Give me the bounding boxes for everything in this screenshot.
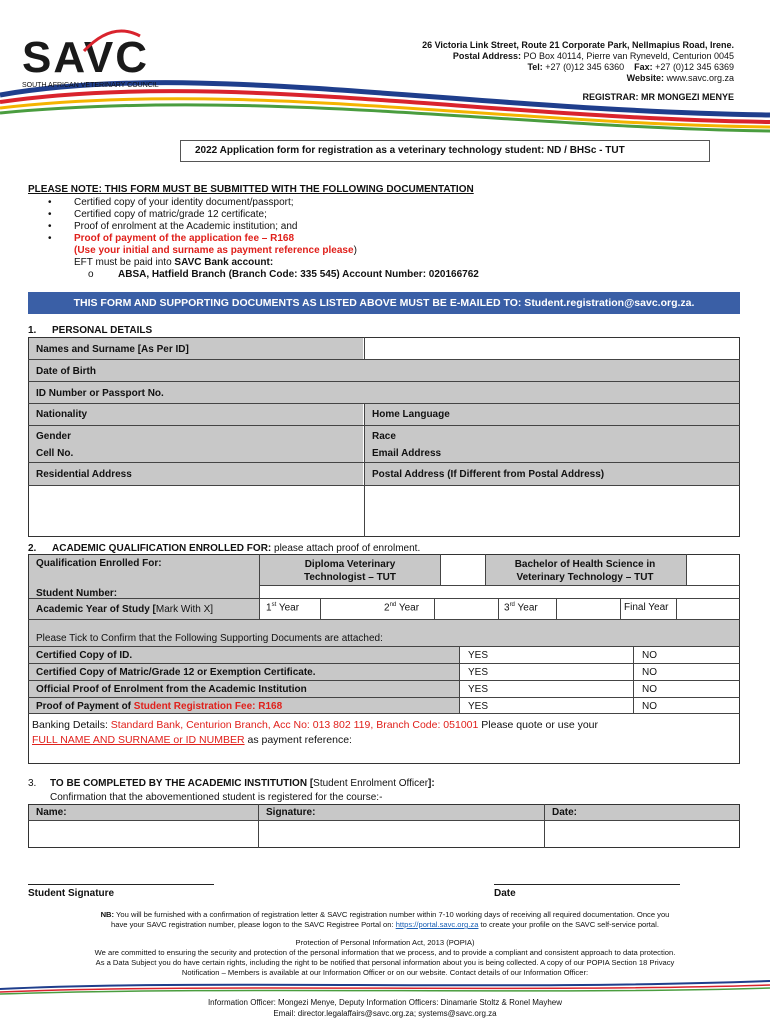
section3-title-normal: Student Enrolment Officer xyxy=(313,778,429,789)
year-3-word: Year xyxy=(517,602,538,614)
website-value[interactable]: www.savc.org.za xyxy=(666,73,734,83)
footer-swoosh xyxy=(0,975,770,995)
year-2 xyxy=(380,600,423,615)
names-input[interactable] xyxy=(368,340,738,358)
year-final-word: Final Year xyxy=(624,602,669,613)
doc-enrolment-yes[interactable]: YES xyxy=(468,684,489,695)
label-names: Names and Surname [As Per ID] xyxy=(36,344,189,355)
tel-label: Tel: xyxy=(527,62,543,72)
section3-number: 3. xyxy=(28,778,37,789)
officer-block xyxy=(0,997,770,1019)
street-address: 26 Victoria Link Street, Route 21 Corporate Park, Nellmapius Road, Irene. xyxy=(422,40,734,50)
option-bachelor: Bachelor of Health Science in Veterinary Technology – TUT xyxy=(514,559,656,583)
form-title: 2022 Application form for registration as a veterinary technology student: ND / BHSc - TUT xyxy=(195,145,625,156)
logo-text: SAVC xyxy=(22,33,149,82)
section2-title: ACADEMIC QUALIFICATION ENROLLED FOR: xyxy=(52,543,272,554)
payment-ref-note: (Use your initial and surname as payment reference please xyxy=(74,245,354,256)
nb-text2: have your SAVC registration number, please logon to the SAVC Registree Portal on: xyxy=(111,920,396,929)
note-item-1: Certified copy of your identity document/passport; xyxy=(74,197,294,208)
doc-id: Certified Copy of ID. xyxy=(36,650,133,661)
residential-address-input[interactable] xyxy=(32,489,362,535)
title-box xyxy=(180,140,710,162)
doc-enrolment-no[interactable]: NO xyxy=(642,684,657,695)
tel-value: +27 (0)12 345 6360 xyxy=(545,62,625,72)
bachelor-checkbox[interactable] xyxy=(692,560,732,580)
label-student-number: Student Number: xyxy=(36,588,118,599)
popia-line-1: We are committed to ensuring the security and protection of the personal information that we process, and to provide a compliant and consistent approach to data protection. xyxy=(94,948,676,957)
label-dob: Date of Birth xyxy=(36,366,96,377)
date-label: Date xyxy=(494,888,516,899)
option-diploma: Diploma Veterinary Technologist – TUT xyxy=(303,559,397,583)
website-label: Website: xyxy=(626,73,664,83)
postal-address-input[interactable] xyxy=(368,489,738,535)
doc-payment xyxy=(32,699,286,714)
label-postal: Postal Address (If Different from Postal Address) xyxy=(372,469,605,480)
label-signature: Signature: xyxy=(266,807,316,818)
year-1-sup: st xyxy=(271,602,277,608)
label-race: Race xyxy=(372,431,396,442)
sub-bullet: o xyxy=(88,269,94,280)
contact-block xyxy=(422,40,734,84)
swoosh-logo-icon xyxy=(82,26,142,56)
fax-label: Fax: xyxy=(634,62,653,72)
year-3-sup: rd xyxy=(509,602,515,608)
note-item-3: Proof of enrolment at the Academic institution; and xyxy=(74,221,298,232)
eft-prefix: EFT must be paid into xyxy=(74,257,175,268)
year-1-word: Year xyxy=(278,602,300,614)
label-residential: Residential Address xyxy=(36,469,132,480)
banking-prefix: Banking Details: xyxy=(32,719,111,731)
section2-number: 2. xyxy=(28,543,37,554)
label-academic-year-bold: Academic Year of Study [ xyxy=(36,604,156,615)
label-academic-year xyxy=(32,602,217,617)
doc-payment-fee: Student Registration Fee: R168 xyxy=(133,701,283,712)
tick-instruction: Please Tick to Confirm that the Following Supporting Documents are attached: xyxy=(36,633,383,644)
section1-number: 1. xyxy=(28,325,37,336)
popia-title: Protection of Personal Information Act, 2013 (POPIA) xyxy=(295,938,475,947)
date-line[interactable] xyxy=(494,884,680,885)
fax-value: +27 (0)12 345 6369 xyxy=(655,62,734,72)
label-name: Name: xyxy=(36,807,67,818)
banking-ref-suffix: as payment reference: xyxy=(244,734,352,746)
year-2-word: Year xyxy=(398,602,420,614)
email-bar: THIS FORM AND SUPPORTING DOCUMENTS AS LISTED ABOVE MUST BE E-MAILED TO: Student.registration@savc.org.za. xyxy=(28,292,740,314)
payment-ref-close: ) xyxy=(353,245,357,256)
label-academic-year-normal: Mark With X] xyxy=(155,604,214,615)
popia-line-2: As a Data Subject you do have certain rights, including the right to be notified that personal information about you is being collected. A copy of our POPIA Section 18 Privacy xyxy=(95,958,675,967)
year-2-sup: nd xyxy=(389,602,397,608)
year-1 xyxy=(262,600,303,615)
eft-bold: SAVC Bank account: xyxy=(174,257,274,268)
year-3-num: 3 xyxy=(504,602,510,614)
savc-logo xyxy=(22,33,159,89)
year-1-num: 1 xyxy=(266,602,272,614)
section2-heading xyxy=(52,543,420,554)
nb-note xyxy=(20,910,750,930)
diploma-checkbox[interactable] xyxy=(446,560,480,580)
officer-line: Information Officer: Mongezi Menye, Deputy Information Officers: Dinamarie Stoltz & Ronel Mayhew xyxy=(207,998,563,1007)
nb-label: NB: xyxy=(100,910,115,919)
doc-payment-label: Proof of Payment of xyxy=(36,701,134,712)
section3-heading xyxy=(50,778,435,789)
doc-matric-yes[interactable]: YES xyxy=(468,667,489,678)
section2-title-suffix: please attach proof of enrolment. xyxy=(271,543,421,554)
popia-block xyxy=(10,938,760,978)
bank-line: ABSA, Hatfield Branch (Branch Code: 335 545) Account Number: 020166762 xyxy=(118,269,479,280)
year-2-num: 2 xyxy=(384,602,390,614)
banking-ref: FULL NAME AND SURNAME or ID NUMBER xyxy=(32,734,245,746)
doc-enrolment: Official Proof of Enrolment from the Academic Institution xyxy=(36,684,307,695)
registrar: REGISTRAR: MR MONGEZI MENYE xyxy=(582,92,734,102)
section3-confirm: Confirmation that the abovementioned student is registered for the course:- xyxy=(50,792,383,803)
label-email: Email Address xyxy=(372,448,442,459)
doc-payment-no[interactable]: NO xyxy=(642,701,657,712)
doc-payment-yes[interactable]: YES xyxy=(468,701,489,712)
label-date: Date: xyxy=(552,807,578,818)
banking-suffix: Please quote or use your xyxy=(478,719,599,731)
label-qualification: Qualification Enrolled For: xyxy=(36,558,162,569)
doc-matric: Certified Copy of Matric/Grade 12 or Exemption Certificate. xyxy=(36,667,316,678)
student-signature-line[interactable] xyxy=(28,884,214,885)
note-item-4: Proof of payment of the application fee – R168 xyxy=(74,233,295,244)
year-final xyxy=(620,600,672,615)
note-heading: PLEASE NOTE: THIS FORM MUST BE SUBMITTED WITH THE FOLLOWING DOCUMENTATION xyxy=(28,184,474,195)
year-3 xyxy=(500,600,542,615)
section3-title-end: ]: xyxy=(428,778,435,789)
nb-text: You will be furnished with a confirmation of registration letter & SAVC registration number within 7-10 working days of receiving all required documentation. Once you xyxy=(114,910,670,919)
popia-line-3: Notification – Members is available at our Information Officer or on our website. Contact details of our Information Officer: xyxy=(181,968,589,977)
doc-id-yes[interactable]: YES xyxy=(468,650,489,661)
label-gender: Gender xyxy=(36,431,72,442)
section3-title-bold: TO BE COMPLETED BY THE ACADEMIC INSTITUTION [ xyxy=(50,778,314,789)
logo-subtitle: SOUTH AFRICAN VETERINARY COUNCIL xyxy=(22,82,159,89)
note-list: • Certified copy of your identity document/passport; • Certified copy of matric/grade 12 certificate; • Proof of enrolment at the Academic institution; and • Proof of payment of the application fee – R168 (Use your initial and surname as payment reference please) EFT must be paid into SAVC Bank account: o ABSA, Hatfield Branch (Branch Code: 335 545) Account Number: 020166762 xyxy=(48,197,479,280)
label-cell: Cell No. xyxy=(36,448,74,459)
note-item-2: Certified copy of matric/grade 12 certificate; xyxy=(74,209,267,220)
banking-account: Standard Bank, Centurion Branch, Acc No: 013 802 119, Branch Code: 051001 xyxy=(110,719,479,731)
nb-text3: to create your profile on the SAVC self-service portal. xyxy=(478,920,659,929)
section1-title: PERSONAL DETAILS xyxy=(52,325,153,336)
student-signature-label: Student Signature xyxy=(28,888,115,899)
officer-email[interactable]: Email: director.legalaffairs@savc.org.za; systems@savc.org.za xyxy=(273,1009,497,1018)
doc-id-no[interactable]: NO xyxy=(642,650,657,661)
postal-label: Postal Address: xyxy=(452,51,522,61)
postal-value: PO Box 40114, Pierre van Ryneveld, Centurion 0045 xyxy=(523,51,734,61)
label-id: ID Number or Passport No. xyxy=(36,388,164,399)
portal-link[interactable]: https://portal.savc.org.za xyxy=(395,920,479,929)
label-nationality: Nationality xyxy=(36,409,88,420)
banking-details xyxy=(32,718,732,748)
label-home-language: Home Language xyxy=(372,409,450,420)
doc-matric-no[interactable]: NO xyxy=(642,667,657,678)
